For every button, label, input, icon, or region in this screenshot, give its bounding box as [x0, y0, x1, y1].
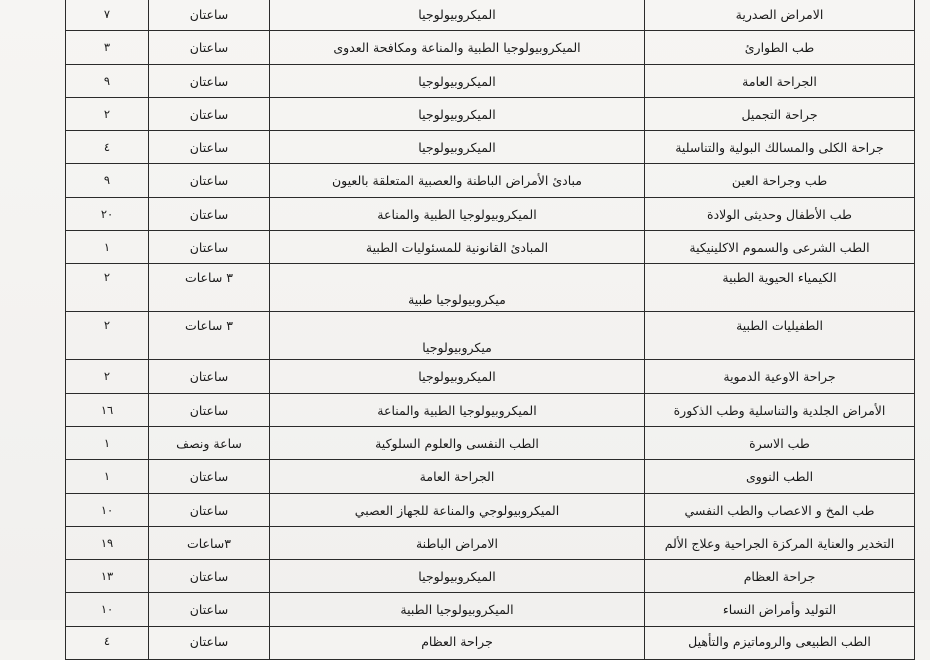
- exam-schedule-table: [65, 0, 915, 660]
- hours-cell: ساعة ونصف: [149, 426, 270, 459]
- specialty-cell: طب وجراحة العين: [645, 164, 915, 197]
- subject-cell: الميكروبيولوجيا: [270, 97, 645, 130]
- specialty-cell: الامراض الصدرية: [645, 0, 915, 31]
- subject-cell: الميكروبيولوجيا: [270, 0, 645, 31]
- count-cell: ٤: [66, 626, 149, 659]
- subject-cell: الميكروبيولوجي والمناعة للجهاز العصبي: [270, 493, 645, 526]
- specialty-cell: طب الطوارئ: [645, 31, 915, 64]
- hours-cell: ساعتان: [149, 64, 270, 97]
- subject-cell: الميكروبيولوجيا الطبية والمناعة: [270, 197, 645, 230]
- hours-cell: ساعتان: [149, 560, 270, 593]
- hours-cell: ساعتان: [149, 626, 270, 659]
- subject-cell: جراحة العظام: [270, 626, 645, 659]
- table-row: [66, 264, 915, 312]
- specialty-cell: طب الاسرة: [645, 426, 915, 459]
- specialty-cell: جراحة الاوعية الدموية: [645, 360, 915, 393]
- table-row: [66, 493, 915, 526]
- count-cell: ١٠: [66, 493, 149, 526]
- table-row: [66, 526, 915, 559]
- specialty-cell: جراحة التجميل: [645, 97, 915, 130]
- table-row: [66, 460, 915, 493]
- hours-cell: ساعتان: [149, 231, 270, 264]
- count-cell: ٤: [66, 131, 149, 164]
- hours-cell: ساعتان: [149, 493, 270, 526]
- count-cell: ٢: [66, 312, 149, 360]
- table-row: [66, 164, 915, 197]
- subject-cell: الطب النفسى والعلوم السلوكية: [270, 426, 645, 459]
- subject-cell: الميكروبيولوجيا: [270, 131, 645, 164]
- subject-cell: ميكروبيولوجيا طبية: [270, 264, 645, 312]
- specialty-cell: جراحة الكلى والمسالك البولية والتناسلية: [645, 131, 915, 164]
- subject-cell: الميكروبيولوجيا الطبية والمناعة ومكافحة العدوى: [270, 31, 645, 64]
- specialty-cell: الجراحة العامة: [645, 64, 915, 97]
- specialty-cell: الطفيليات الطبية: [645, 312, 915, 360]
- table-row: [66, 231, 915, 264]
- count-cell: ١٩: [66, 526, 149, 559]
- table-row: [66, 393, 915, 426]
- hours-cell: ساعتان: [149, 197, 270, 230]
- table-row: [66, 131, 915, 164]
- table-row: [66, 31, 915, 64]
- specialty-cell: التوليد وأمراض النساء: [645, 593, 915, 626]
- table-row: [66, 593, 915, 626]
- specialty-cell: الطب الشرعى والسموم الاكلينيكية: [645, 231, 915, 264]
- count-cell: ٩: [66, 164, 149, 197]
- count-cell: ٢٠: [66, 197, 149, 230]
- count-cell: ١٦: [66, 393, 149, 426]
- subject-cell: الميكروبيولوجيا: [270, 360, 645, 393]
- count-cell: ٩: [66, 64, 149, 97]
- specialty-cell: الطب النووى: [645, 460, 915, 493]
- count-cell: ٧: [66, 0, 149, 31]
- table-row: [66, 312, 915, 360]
- table-row: [66, 626, 915, 659]
- hours-cell: ساعتان: [149, 393, 270, 426]
- subject-cell: الميكروبيولوجيا الطبية والمناعة: [270, 393, 645, 426]
- count-cell: ١٣: [66, 560, 149, 593]
- hours-cell: ساعتان: [149, 31, 270, 64]
- table-row: [66, 560, 915, 593]
- hours-cell: ساعتان: [149, 460, 270, 493]
- subject-cell: الميكروبيولوجيا: [270, 64, 645, 97]
- specialty-cell: جراحة العظام: [645, 560, 915, 593]
- hours-cell: ساعتان: [149, 0, 270, 31]
- count-cell: ١: [66, 231, 149, 264]
- subject-cell: الجراحة العامة: [270, 460, 645, 493]
- count-cell: ٢: [66, 264, 149, 312]
- hours-cell: ساعتان: [149, 360, 270, 393]
- specialty-cell: طب الأطفال وحديثى الولادة: [645, 197, 915, 230]
- specialty-cell: التخدير والعناية المركزة الجراحية وعلاج الألم: [645, 526, 915, 559]
- specialty-cell: طب المخ و الاعصاب والطب النفسي: [645, 493, 915, 526]
- hours-cell: ساعتان: [149, 131, 270, 164]
- specialty-cell: الطب الطبيعى والروماتيزم والتأهيل: [645, 626, 915, 659]
- hours-cell: ٣ساعات: [149, 526, 270, 559]
- subject-cell: الميكروبيولوجيا: [270, 560, 645, 593]
- specialty-cell: الأمراض الجلدية والتناسلية وطب الذكورة: [645, 393, 915, 426]
- count-cell: ٢: [66, 97, 149, 130]
- table-row: [66, 197, 915, 230]
- count-cell: ١: [66, 460, 149, 493]
- subject-cell: المبادئ القانونية للمسئوليات الطبية: [270, 231, 645, 264]
- count-cell: ١٠: [66, 593, 149, 626]
- specialty-cell: الكيمياء الحيوية الطبية: [645, 264, 915, 312]
- count-cell: ١: [66, 426, 149, 459]
- hours-cell: ساعتان: [149, 164, 270, 197]
- subject-cell: مبادئ الأمراض الباطنة والعصبية المتعلقة بالعيون: [270, 164, 645, 197]
- hours-cell: ساعتان: [149, 593, 270, 626]
- hours-cell: ٣ ساعات: [149, 264, 270, 312]
- count-cell: ٣: [66, 31, 149, 64]
- subject-cell: الميكروبيولوجيا الطبية: [270, 593, 645, 626]
- table-row: [66, 426, 915, 459]
- hours-cell: ساعتان: [149, 97, 270, 130]
- count-cell: ٢: [66, 360, 149, 393]
- hours-cell: ٣ ساعات: [149, 312, 270, 360]
- table-row: [66, 64, 915, 97]
- subject-cell: الامراض الباطنة: [270, 526, 645, 559]
- table-row: [66, 97, 915, 130]
- table-row: [66, 360, 915, 393]
- table-row: [66, 0, 915, 31]
- subject-cell: ميكروبيولوجيا: [270, 312, 645, 360]
